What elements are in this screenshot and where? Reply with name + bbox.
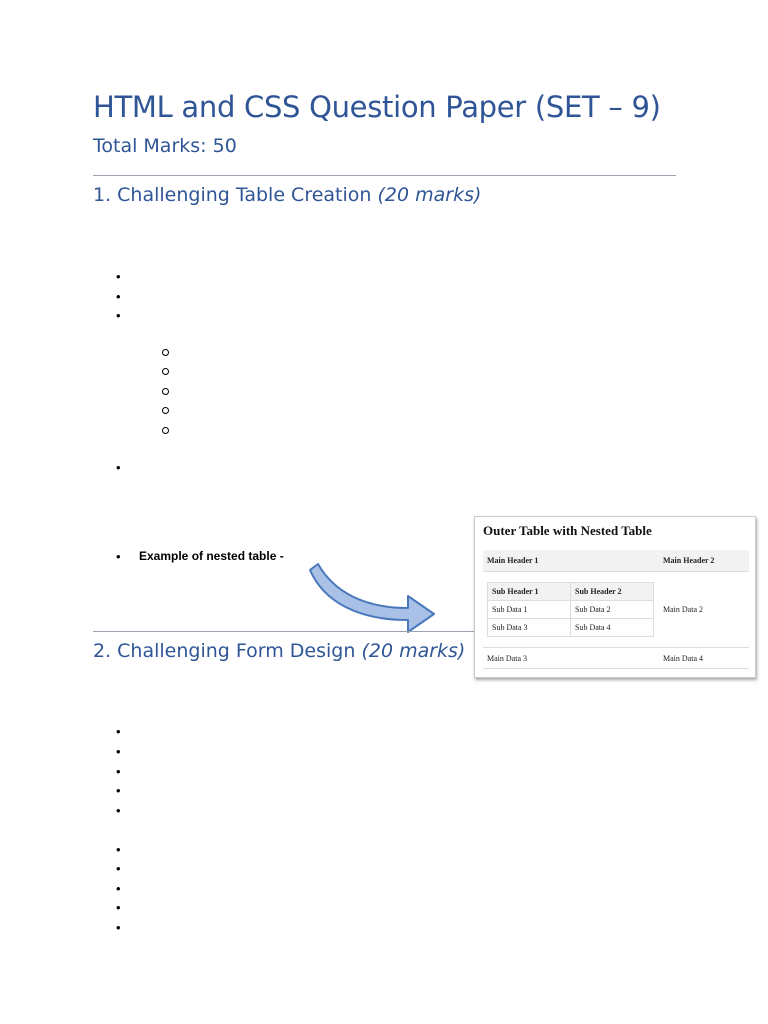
main-header-1: Main Header 1	[483, 550, 659, 572]
nested-cell	[483, 572, 659, 648]
bullet-dot: •	[116, 724, 121, 739]
nested-table-title: Outer Table with Nested Table	[483, 523, 652, 538]
bullet-dot: •	[116, 920, 121, 935]
curved-arrow-icon	[306, 552, 446, 636]
bullet-dot: •	[116, 269, 121, 284]
sub-data-cell: Sub Data 2	[571, 601, 654, 619]
main-data-4: Main Data 4	[659, 648, 749, 669]
nested-table-image	[474, 516, 756, 678]
bullet-dot: •	[116, 900, 121, 915]
bullet-dot: •	[116, 289, 121, 304]
bullet-dot: •	[116, 842, 121, 857]
section-2-title: 2. Challenging Form Design	[93, 640, 362, 662]
sub-data-cell: Sub Data 4	[571, 619, 654, 637]
bullet-dot: •	[116, 549, 121, 564]
section-1-title: 1. Challenging Table Creation	[93, 184, 378, 206]
sub-header-1: Sub Header 1	[488, 583, 571, 601]
page-title: HTML and CSS Question Paper (SET – 9)	[93, 90, 661, 124]
bullet-circle	[162, 388, 169, 395]
section-1-heading	[93, 184, 481, 206]
bullet-circle	[162, 349, 169, 356]
inner-table	[487, 582, 654, 637]
section-2-heading	[93, 640, 465, 662]
bullet-dot: •	[116, 308, 121, 323]
bullet-dot: •	[116, 783, 121, 798]
bullet-dot: •	[116, 861, 121, 876]
bullet-dot: •	[116, 460, 121, 475]
bullet-dot: •	[116, 764, 121, 779]
bullet-dot: •	[116, 744, 121, 759]
example-label: Example of nested table -	[139, 549, 284, 563]
main-data-3: Main Data 3	[483, 648, 659, 669]
bullet-circle	[162, 368, 169, 375]
divider	[93, 175, 676, 176]
section-2-marks: (20 marks)	[361, 640, 466, 662]
sub-data-cell: Sub Data 1	[488, 601, 571, 619]
sub-header-2: Sub Header 2	[571, 583, 654, 601]
bullet-circle	[162, 427, 169, 434]
bullet-circle	[162, 407, 169, 414]
divider	[93, 631, 474, 632]
outer-table	[483, 550, 749, 669]
main-header-2: Main Header 2	[659, 550, 749, 572]
section-1-marks: (20 marks)	[377, 184, 482, 206]
sub-data-cell: Sub Data 3	[488, 619, 571, 637]
bullet-dot: •	[116, 881, 121, 896]
bullet-dot: •	[116, 803, 121, 818]
total-marks: Total Marks: 50	[93, 135, 237, 157]
main-data-2: Main Data 2	[663, 605, 703, 614]
